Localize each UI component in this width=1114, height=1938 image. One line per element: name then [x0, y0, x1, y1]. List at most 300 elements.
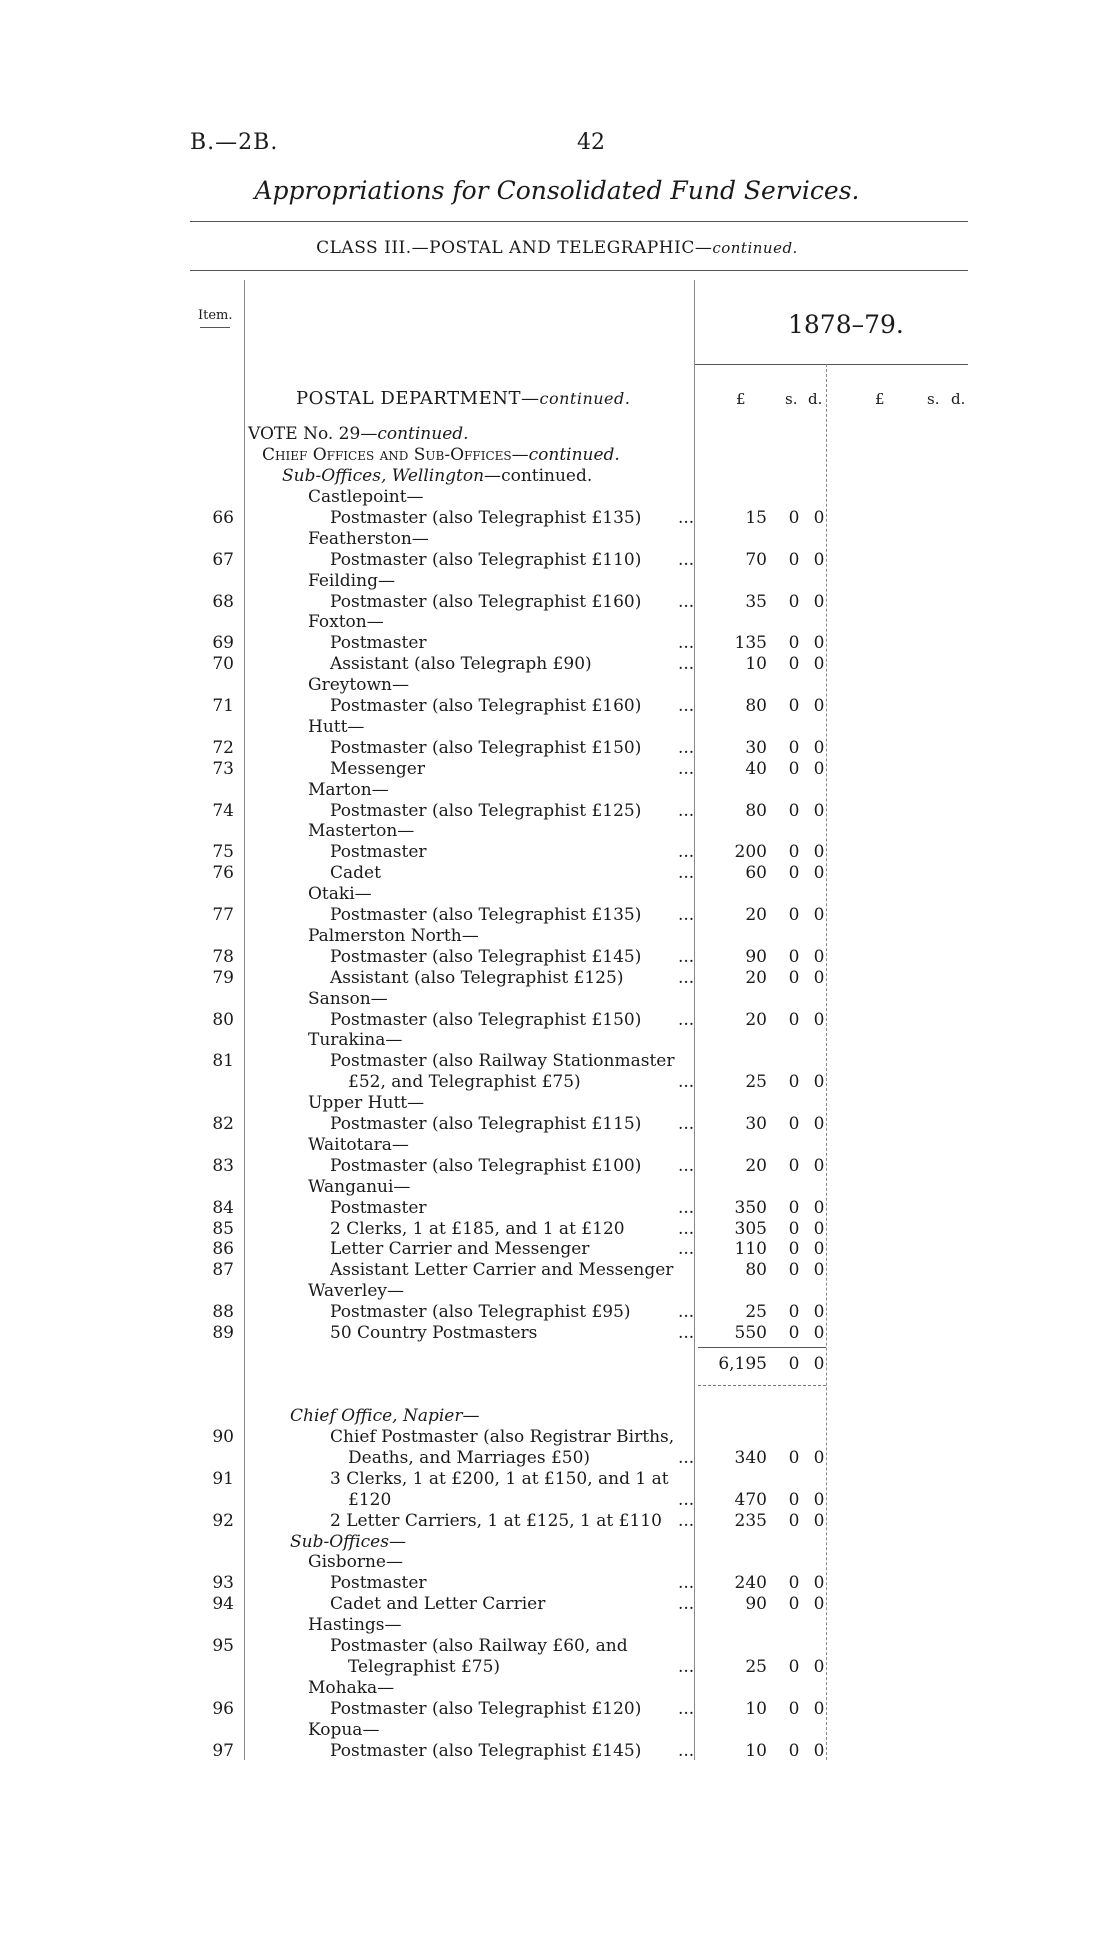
- item-column-header: Item.: [198, 308, 233, 323]
- table-row: [0, 1636, 1114, 1657]
- amount-pence: 0: [813, 1573, 825, 1594]
- table-row: [0, 696, 1114, 717]
- amount-shillings: 0: [788, 1323, 800, 1343]
- office-name: Greytown—: [308, 675, 409, 696]
- table-row: [0, 1030, 1114, 1051]
- leader-dots: ...: [678, 1302, 695, 1323]
- leader-dots: ...: [678, 1573, 695, 1594]
- office-name: Sanson—: [308, 988, 388, 1009]
- office-name: Hastings—: [308, 1615, 402, 1636]
- leader-dots: ...: [678, 946, 695, 967]
- leader-dots: ...: [678, 1323, 695, 1343]
- item-number: 81: [212, 1051, 234, 1072]
- item-number: 75: [212, 842, 234, 863]
- table-row: [0, 1323, 1114, 1344]
- item-description: 3 Clerks, 1 at £200, 1 at £150, and 1 at: [330, 1468, 669, 1489]
- table-row: [0, 1177, 1114, 1198]
- table-row: [0, 1156, 1114, 1177]
- amount-pence: 0: [813, 946, 825, 967]
- amount-pounds: 80: [745, 1260, 767, 1281]
- table-row: [0, 550, 1114, 571]
- amount-shillings: 0: [788, 842, 800, 863]
- item-number: 79: [212, 967, 234, 988]
- office-name: Sub-Offices—: [290, 1531, 406, 1552]
- office-name: Feilding—: [308, 570, 395, 591]
- table-row: [0, 1135, 1114, 1156]
- amount-pounds: 30: [745, 737, 767, 758]
- amount-shillings: 0: [788, 946, 800, 967]
- amount-shillings: 0: [788, 1510, 800, 1531]
- item-number: 96: [212, 1698, 234, 1719]
- amount-pence: 0: [813, 633, 825, 654]
- amount-shillings: 0: [788, 654, 800, 675]
- amount-pounds: 40: [745, 758, 767, 779]
- table-row: [0, 989, 1114, 1010]
- col1-shillings-header: s.: [785, 390, 798, 408]
- department-heading: [296, 388, 630, 409]
- item-description: Assistant (also Telegraphist £125): [330, 967, 624, 988]
- amount-pounds: 550: [734, 1323, 767, 1343]
- amount-pence: 0: [813, 758, 825, 779]
- item-number: 93: [212, 1573, 234, 1594]
- item-description: Postmaster (also Telegraphist £135): [330, 507, 642, 528]
- item-description: Postmaster (also Telegraphist £160): [330, 696, 642, 716]
- table-row: [0, 884, 1114, 905]
- item-description: Postmaster (also Telegraphist £150): [330, 1009, 642, 1030]
- amount-pounds: 60: [745, 863, 767, 884]
- item-description: Postmaster (also Telegraphist £135): [330, 905, 642, 925]
- amount-pounds: 235: [734, 1510, 767, 1531]
- item-number: 80: [212, 1009, 234, 1030]
- table-row: [0, 1281, 1114, 1302]
- leader-dots: ...: [678, 967, 695, 988]
- table-row: [0, 1093, 1114, 1114]
- amount-pence: 0: [813, 1489, 825, 1510]
- amount-shillings: 0: [788, 549, 800, 570]
- offices-heading: [262, 445, 620, 465]
- amount-pounds: 30: [745, 1114, 767, 1134]
- amount-pounds: 70: [745, 549, 767, 570]
- col2-pounds-header: £: [875, 390, 885, 408]
- item-description: Postmaster: [330, 842, 427, 863]
- table-row: [0, 1302, 1114, 1323]
- office-name: Waitotara—: [308, 1134, 409, 1155]
- table-row: [0, 842, 1114, 863]
- item-number: 92: [212, 1510, 234, 1531]
- item-description: Telegraphist £75): [348, 1656, 501, 1677]
- amount-shillings: 0: [788, 1594, 800, 1615]
- table-row: [0, 1427, 1114, 1448]
- office-name: Turakina—: [308, 1030, 403, 1051]
- amount-pounds: 20: [745, 1155, 767, 1176]
- napier-heading: Chief Office, Napier—: [290, 1406, 480, 1426]
- amount-pounds: 10: [745, 1740, 767, 1761]
- amount-pounds: 470: [734, 1489, 767, 1510]
- amount-pounds: 350: [734, 1197, 767, 1218]
- office-name: Masterton—: [308, 821, 415, 842]
- amount-pounds: 10: [745, 1698, 767, 1719]
- amount-pence: 0: [813, 1656, 825, 1677]
- office-name: Otaki—: [308, 884, 372, 905]
- page-title: Appropriations for Consolidated Fund Services.: [254, 176, 860, 205]
- amount-pence: 0: [813, 905, 825, 925]
- item-number: 67: [212, 549, 234, 570]
- leader-dots: ...: [678, 1155, 695, 1176]
- table-row: [0, 1552, 1114, 1573]
- leader-dots: ...: [678, 696, 695, 716]
- item-description: £120: [348, 1489, 392, 1510]
- item-number: 72: [212, 737, 234, 758]
- amount-shillings: 0: [788, 758, 800, 779]
- table-row: [0, 592, 1114, 613]
- subtotal-row: [0, 1354, 1114, 1375]
- subtotal-shillings: 0: [788, 1354, 800, 1374]
- item-description: Postmaster (also Railway £60, and: [330, 1636, 628, 1656]
- table-row: [0, 1657, 1114, 1678]
- item-number: 85: [212, 1218, 234, 1239]
- table-row: [0, 780, 1114, 801]
- amount-shillings: 0: [788, 696, 800, 716]
- item-description: 50 Country Postmasters: [330, 1323, 538, 1343]
- table-row: [0, 1114, 1114, 1135]
- item-description: Cadet and Letter Carrier: [330, 1594, 546, 1615]
- office-name: Wanganui—: [308, 1176, 411, 1197]
- office-name: Waverley—: [308, 1281, 405, 1302]
- item-description: Postmaster (also Telegraphist £120): [330, 1698, 642, 1719]
- item-description: Postmaster (also Telegraphist £160): [330, 591, 642, 612]
- table-row: [0, 571, 1114, 592]
- amount-shillings: 0: [788, 1009, 800, 1030]
- amount-pounds: 90: [745, 1594, 767, 1615]
- item-number: 84: [212, 1197, 234, 1218]
- amount-pence: 0: [813, 1323, 825, 1343]
- offices-title: Chief Offices and Sub-Offices—: [262, 445, 529, 465]
- item-description: Postmaster (also Telegraphist £115): [330, 1114, 642, 1134]
- table-row: [0, 759, 1114, 780]
- amount-shillings: 0: [788, 1573, 800, 1594]
- leader-dots: ...: [678, 1218, 695, 1239]
- page-number: 42: [577, 130, 605, 155]
- amount-pence: 0: [813, 507, 825, 528]
- leader-dots: ...: [678, 1114, 695, 1134]
- amount-pence: 0: [813, 549, 825, 570]
- item-description: Deaths, and Marriages £50): [348, 1447, 591, 1468]
- item-description: Postmaster: [330, 1573, 427, 1594]
- table-row: [0, 1260, 1114, 1281]
- table-row: [0, 1051, 1114, 1072]
- office-name: Castlepoint—: [308, 487, 424, 507]
- amount-shillings: 0: [788, 737, 800, 758]
- item-description: Postmaster (also Telegraphist £150): [330, 737, 642, 758]
- table-row: [0, 1239, 1114, 1260]
- amount-pounds: 20: [745, 967, 767, 988]
- table-row: [0, 654, 1114, 675]
- office-name: Marton—: [308, 779, 389, 800]
- item-number: 68: [212, 591, 234, 612]
- item-number: 83: [212, 1155, 234, 1176]
- amount-pounds: 110: [734, 1239, 767, 1260]
- table-row: [0, 487, 1114, 508]
- item-number: 90: [212, 1427, 234, 1447]
- amount-pence: 0: [813, 1698, 825, 1719]
- item-description: £52, and Telegraphist £75): [348, 1072, 581, 1093]
- leader-dots: ...: [678, 633, 695, 654]
- item-number: 70: [212, 654, 234, 675]
- amount-pounds: 135: [734, 633, 767, 654]
- sub-offices-title-suffix: continued.: [501, 466, 593, 486]
- class-title-suffix: continued.: [712, 239, 798, 257]
- item-number: 86: [212, 1239, 234, 1260]
- subtotal-pence: 0: [813, 1354, 825, 1374]
- amount-shillings: 0: [788, 1302, 800, 1323]
- item-number: 71: [212, 696, 234, 716]
- vote-heading: [248, 424, 469, 444]
- sub-offices-heading: [282, 466, 592, 486]
- item-header-rule: [200, 327, 230, 328]
- leader-dots: ...: [678, 800, 695, 821]
- table-row: [0, 738, 1114, 759]
- table-row: [0, 863, 1114, 884]
- amount-pounds: 20: [745, 1009, 767, 1030]
- subtotal-pounds: 6,195: [718, 1354, 767, 1374]
- year-rule: [694, 364, 968, 365]
- amount-pence: 0: [813, 1260, 825, 1281]
- item-number: 77: [212, 905, 234, 925]
- amount-shillings: 0: [788, 967, 800, 988]
- amount-pounds: 305: [734, 1218, 767, 1239]
- leader-dots: ...: [678, 737, 695, 758]
- item-description: Postmaster (also Telegraphist £100): [330, 1155, 642, 1176]
- department-heading-text: POSTAL DEPARTMENT—: [296, 388, 540, 409]
- item-description: Postmaster (also Telegraphist £125): [330, 800, 642, 821]
- table-row: [0, 947, 1114, 968]
- leader-dots: ...: [678, 654, 695, 675]
- leader-dots: ...: [678, 1447, 695, 1468]
- sub-offices-title: Sub-Offices, Wellington—: [282, 466, 502, 486]
- amount-pounds: 90: [745, 946, 767, 967]
- table-row: [0, 1198, 1114, 1219]
- item-number: 82: [212, 1114, 234, 1134]
- amount-pence: 0: [813, 1740, 825, 1761]
- amount-pounds: 80: [745, 800, 767, 821]
- amount-pence: 0: [813, 1447, 825, 1468]
- table-top-rule: [190, 270, 968, 271]
- item-number: 69: [212, 633, 234, 654]
- table-row: [0, 508, 1114, 529]
- item-number: 89: [212, 1323, 234, 1343]
- amount-shillings: 0: [788, 1239, 800, 1260]
- item-description: Chief Postmaster (also Registrar Births,: [330, 1427, 675, 1447]
- amount-shillings: 0: [788, 1698, 800, 1719]
- amount-shillings: 0: [788, 905, 800, 925]
- table-row: [0, 1678, 1114, 1699]
- amount-pounds: 10: [745, 654, 767, 675]
- amount-pounds: 35: [745, 591, 767, 612]
- leader-dots: ...: [678, 1009, 695, 1030]
- leader-dots: ...: [678, 1510, 695, 1531]
- amount-shillings: 0: [788, 1260, 800, 1281]
- item-number: 91: [212, 1468, 234, 1489]
- col2-shillings-header: s.: [927, 390, 940, 408]
- amount-shillings: 0: [788, 1656, 800, 1677]
- amount-pence: 0: [813, 967, 825, 988]
- title-rule: [190, 221, 968, 222]
- item-description: Postmaster: [330, 633, 427, 654]
- table-row: [0, 633, 1114, 654]
- amount-pounds: 200: [734, 842, 767, 863]
- amount-pence: 0: [813, 1155, 825, 1176]
- amount-pounds: 240: [734, 1573, 767, 1594]
- amount-pence: 0: [813, 1510, 825, 1531]
- item-number: 97: [212, 1740, 234, 1761]
- table-row: [0, 1720, 1114, 1741]
- table-row: [0, 1469, 1114, 1490]
- amount-shillings: 0: [788, 1489, 800, 1510]
- item-number: 78: [212, 946, 234, 967]
- table-row: [0, 1699, 1114, 1720]
- amount-shillings: 0: [788, 1447, 800, 1468]
- office-name: Kopua—: [308, 1719, 380, 1740]
- table-row: [0, 801, 1114, 822]
- item-number: 94: [212, 1594, 234, 1615]
- table-row: [0, 717, 1114, 738]
- item-description: Cadet: [330, 863, 381, 884]
- year-header: 1878–79.: [788, 310, 904, 339]
- amount-shillings: 0: [788, 1114, 800, 1134]
- item-number: 95: [212, 1636, 234, 1656]
- office-name: Palmerston North—: [308, 925, 479, 946]
- amount-pounds: 340: [734, 1447, 767, 1468]
- amount-pence: 0: [813, 1218, 825, 1239]
- amount-pence: 0: [813, 1302, 825, 1323]
- class-title: [0, 238, 1114, 258]
- office-name: Gisborne—: [308, 1552, 403, 1573]
- col2-pence-header: d.: [951, 390, 966, 408]
- amount-shillings: 0: [788, 1155, 800, 1176]
- item-number: 76: [212, 863, 234, 884]
- table-row: [0, 1490, 1114, 1511]
- office-name: Mohaka—: [308, 1677, 395, 1698]
- class-title-text: CLASS III.—POSTAL AND TELEGRAPHIC—: [316, 238, 713, 258]
- amount-pounds: 25: [745, 1656, 767, 1677]
- amount-pounds: 15: [745, 507, 767, 528]
- office-name: Hutt—: [308, 716, 365, 737]
- item-description: Postmaster: [330, 1197, 427, 1218]
- leader-dots: ...: [678, 863, 695, 884]
- amount-pence: 0: [813, 1114, 825, 1134]
- item-description: 2 Clerks, 1 at £185, and 1 at £120: [330, 1218, 625, 1239]
- amount-shillings: 0: [788, 1072, 800, 1093]
- table-row: [0, 612, 1114, 633]
- amount-pence: 0: [813, 591, 825, 612]
- amount-shillings: 0: [788, 863, 800, 884]
- leader-dots: ...: [678, 549, 695, 570]
- office-name: Upper Hutt—: [308, 1093, 425, 1114]
- leader-dots: ...: [678, 591, 695, 612]
- table-row: [0, 968, 1114, 989]
- amount-pence: 0: [813, 1072, 825, 1093]
- leader-dots: ...: [678, 1197, 695, 1218]
- col1-pence-header: d.: [808, 390, 823, 408]
- item-description: Postmaster (also Telegraphist £95): [330, 1302, 631, 1323]
- document-reference: B.—2B.: [190, 130, 279, 155]
- amount-pounds: 25: [745, 1302, 767, 1323]
- table-row: [0, 1219, 1114, 1240]
- table-row: [0, 821, 1114, 842]
- table-row: [0, 1573, 1114, 1594]
- item-number: 74: [212, 800, 234, 821]
- amount-shillings: 0: [788, 507, 800, 528]
- table-row: [0, 1072, 1114, 1093]
- subtotal-bottom-rule: [698, 1385, 826, 1386]
- item-description: Assistant Letter Carrier and Messenger: [330, 1260, 674, 1281]
- table-row: [0, 1448, 1114, 1469]
- leader-dots: ...: [678, 1656, 695, 1677]
- amount-pence: 0: [813, 696, 825, 716]
- leader-dots: ...: [678, 758, 695, 779]
- item-number: 88: [212, 1302, 234, 1323]
- item-number: 73: [212, 758, 234, 779]
- table-row: [0, 1010, 1114, 1031]
- item-description: Assistant (also Telegraph £90): [330, 654, 592, 675]
- item-description: Postmaster (also Telegraphist £145): [330, 946, 642, 967]
- leader-dots: ...: [678, 1072, 695, 1093]
- amount-pence: 0: [813, 1197, 825, 1218]
- table-row: [0, 675, 1114, 696]
- amount-pence: 0: [813, 863, 825, 884]
- amount-shillings: 0: [788, 1218, 800, 1239]
- leader-dots: ...: [678, 1740, 695, 1761]
- leader-dots: ...: [678, 1698, 695, 1719]
- amount-pounds: 25: [745, 1072, 767, 1093]
- leader-dots: ...: [678, 842, 695, 863]
- vote-title-suffix: continued.: [377, 424, 469, 444]
- leader-dots: ...: [678, 1239, 695, 1260]
- item-description: Letter Carrier and Messenger: [330, 1239, 590, 1260]
- vote-title: VOTE No. 29—: [248, 424, 378, 444]
- item-description: Messenger: [330, 758, 425, 779]
- amount-pence: 0: [813, 654, 825, 675]
- table-row: [0, 1594, 1114, 1615]
- amount-shillings: 0: [788, 1197, 800, 1218]
- leader-dots: ...: [678, 905, 695, 925]
- amount-pence: 0: [813, 737, 825, 758]
- office-name: Featherston—: [308, 528, 429, 549]
- subtotal-rule: [698, 1347, 826, 1348]
- table-row: [0, 1532, 1114, 1553]
- amount-pence: 0: [813, 842, 825, 863]
- item-description: Postmaster (also Telegraphist £110): [330, 549, 642, 570]
- amount-shillings: 0: [788, 633, 800, 654]
- table-row: [0, 1511, 1114, 1532]
- amount-shillings: 0: [788, 800, 800, 821]
- table-row: [0, 926, 1114, 947]
- item-description: Postmaster (also Telegraphist £145): [330, 1740, 642, 1761]
- table-row: [0, 905, 1114, 926]
- amount-pounds: 80: [745, 696, 767, 716]
- amount-pence: 0: [813, 1009, 825, 1030]
- item-number: 66: [212, 507, 234, 528]
- amount-shillings: 0: [788, 1740, 800, 1761]
- table-row: [0, 1615, 1114, 1636]
- item-description: 2 Letter Carriers, 1 at £125, 1 at £110: [330, 1510, 662, 1531]
- amount-pounds: 20: [745, 905, 767, 925]
- item-description: Postmaster (also Railway Stationmaster: [330, 1051, 675, 1072]
- col1-pounds-header: £: [736, 390, 746, 408]
- office-name: Foxton—: [308, 612, 384, 633]
- department-heading-suffix: continued.: [539, 389, 631, 408]
- leader-dots: ...: [678, 1489, 695, 1510]
